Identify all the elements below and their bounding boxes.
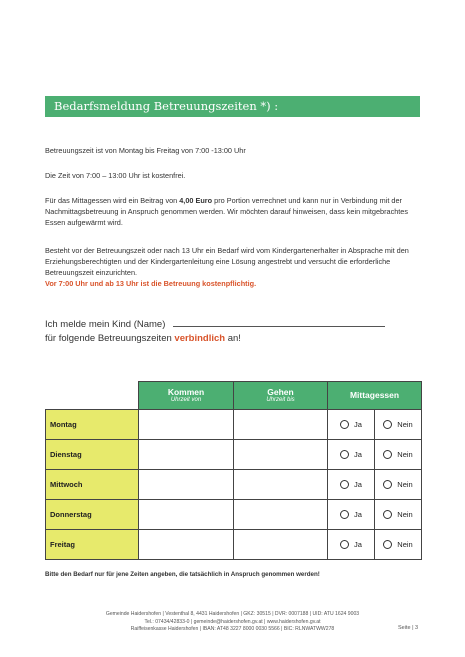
gehen-field[interactable] [234, 410, 328, 440]
paragraph-free: Die Zeit von 7:00 – 13:00 Uhr ist kostenfrei. [45, 171, 186, 180]
section-heading-banner [45, 96, 420, 117]
kommen-field[interactable] [139, 410, 234, 440]
gehen-field[interactable] [234, 530, 328, 560]
lunch-yes-option[interactable] [328, 500, 375, 530]
yes-label: Ja [354, 480, 362, 489]
header-gehen-sub: Uhrzeit bis [266, 396, 295, 403]
yes-label: Ja [354, 450, 362, 459]
table-row [46, 410, 422, 440]
no-label: Nein [397, 540, 413, 549]
lunch-no-option[interactable] [375, 440, 422, 470]
binding-line [45, 333, 241, 344]
header-mittagessen: Mittagessen [328, 382, 422, 410]
paragraph-extra-care [45, 245, 423, 289]
lunch-yes-option[interactable] [328, 410, 375, 440]
yes-label: Ja [354, 510, 362, 519]
paragraph-times: Betreuungszeit ist von Montag bis Freitag von 7:00 -13:00 Uhr [45, 146, 246, 155]
header-kommen [139, 382, 234, 410]
radio-icon[interactable] [340, 540, 349, 549]
lunch-no-option[interactable] [375, 500, 422, 530]
day-label: Montag [46, 410, 139, 440]
binding-emphasis: verbindlich [174, 333, 226, 344]
extra-care-warning: Vor 7:00 Uhr und ab 13 Uhr ist die Betreuung kostenpflichtig. [45, 279, 257, 288]
radio-icon[interactable] [383, 540, 392, 549]
yes-label: Ja [354, 420, 362, 429]
kommen-field[interactable] [139, 440, 234, 470]
yes-label: Ja [354, 540, 362, 549]
name-label: Ich melde mein Kind (Name) [45, 319, 166, 330]
radio-icon[interactable] [383, 510, 392, 519]
no-label: Nein [397, 420, 413, 429]
day-label: Mittwoch [46, 470, 139, 500]
lunch-no-option[interactable] [375, 470, 422, 500]
footnote: Bitte den Bedarf nur für jene Zeiten angeben, die tatsächlich in Anspruch genommen werden! [45, 571, 320, 578]
name-field[interactable] [173, 318, 385, 327]
lunch-no-option[interactable] [375, 410, 422, 440]
footer-address: Gemeinde Haidershofen | Vestenthal 8, 4431 Haidershofen | GKZ: 30515 | DVR: 0007188 | UID: ATU 1624 9003 [105, 611, 360, 617]
no-label: Nein [397, 450, 413, 459]
radio-icon[interactable] [340, 510, 349, 519]
lunch-price: 4,00 Euro [179, 196, 213, 205]
footer-contact: Tel.: 07434/42833-0 | gemeinde@haidershofen.gv.at | www.haidershofen.gv.at [144, 618, 321, 625]
gehen-field[interactable] [234, 440, 328, 470]
no-label: Nein [397, 510, 413, 519]
lunch-no-option[interactable] [375, 530, 422, 560]
radio-icon[interactable] [340, 450, 349, 459]
header-kommen-label: Kommen [167, 386, 205, 397]
schedule-table [45, 381, 422, 560]
lunch-yes-option[interactable] [328, 530, 375, 560]
kommen-field[interactable] [139, 500, 234, 530]
radio-icon[interactable] [383, 420, 392, 429]
gehen-field[interactable] [234, 500, 328, 530]
section-heading: Bedarfsmeldung Betreuungszeiten *) : [54, 99, 279, 113]
table-row [46, 530, 422, 560]
page-number: Seite | 3 [398, 625, 419, 631]
day-label: Freitag [46, 530, 139, 560]
gehen-field[interactable] [234, 470, 328, 500]
table-header-row [46, 382, 422, 410]
extra-care-text: Besteht vor der Betreuungszeit oder nach 13 Uhr ein Bedarf wird vom Kindergartenerhalter in Absprache mit den Erziehungsberechtigten und der Kindergartenleitung eine Lösung angestrebt und versucht die erforderliche Betreuungszeit einzurichten. [45, 246, 409, 277]
binding-text-b: an! [225, 333, 241, 344]
lunch-yes-option[interactable] [328, 440, 375, 470]
binding-text-a: für folgende Betreuungszeiten [45, 333, 175, 344]
header-empty [46, 382, 139, 410]
table-row [46, 500, 422, 530]
header-kommen-sub: Uhrzeit von [170, 396, 202, 403]
radio-icon[interactable] [383, 450, 392, 459]
radio-icon[interactable] [383, 480, 392, 489]
day-label: Donnerstag [46, 500, 139, 530]
header-gehen [234, 382, 328, 410]
kommen-field[interactable] [139, 470, 234, 500]
lunch-text-a: Für das Mittagessen wird ein Beitrag von [45, 196, 180, 205]
paragraph-lunch [45, 195, 423, 228]
day-label: Dienstag [46, 440, 139, 470]
lunch-yes-option[interactable] [328, 470, 375, 500]
table-row [46, 440, 422, 470]
header-gehen-label: Gehen [267, 386, 294, 397]
footer [65, 611, 400, 634]
no-label: Nein [397, 480, 413, 489]
table-row [46, 470, 422, 500]
radio-icon[interactable] [340, 420, 349, 429]
footer-bank: Raiffeisenkasse Haidershofen | IBAN: AT48 3227 8000 0030 5566 | BIC: RLNWATWW278 [130, 626, 335, 632]
name-line [45, 318, 385, 330]
radio-icon[interactable] [340, 480, 349, 489]
kommen-field[interactable] [139, 530, 234, 560]
lunch-text-b: pro Portion verrechnet und kann nur in Verbindung mit der Nachmittagsbetreuung in Anspruch genommen werden. Wir möchten darauf hinweisen, dass kein mitgebrachtes Essen aufgewärmt wird. [45, 196, 409, 227]
